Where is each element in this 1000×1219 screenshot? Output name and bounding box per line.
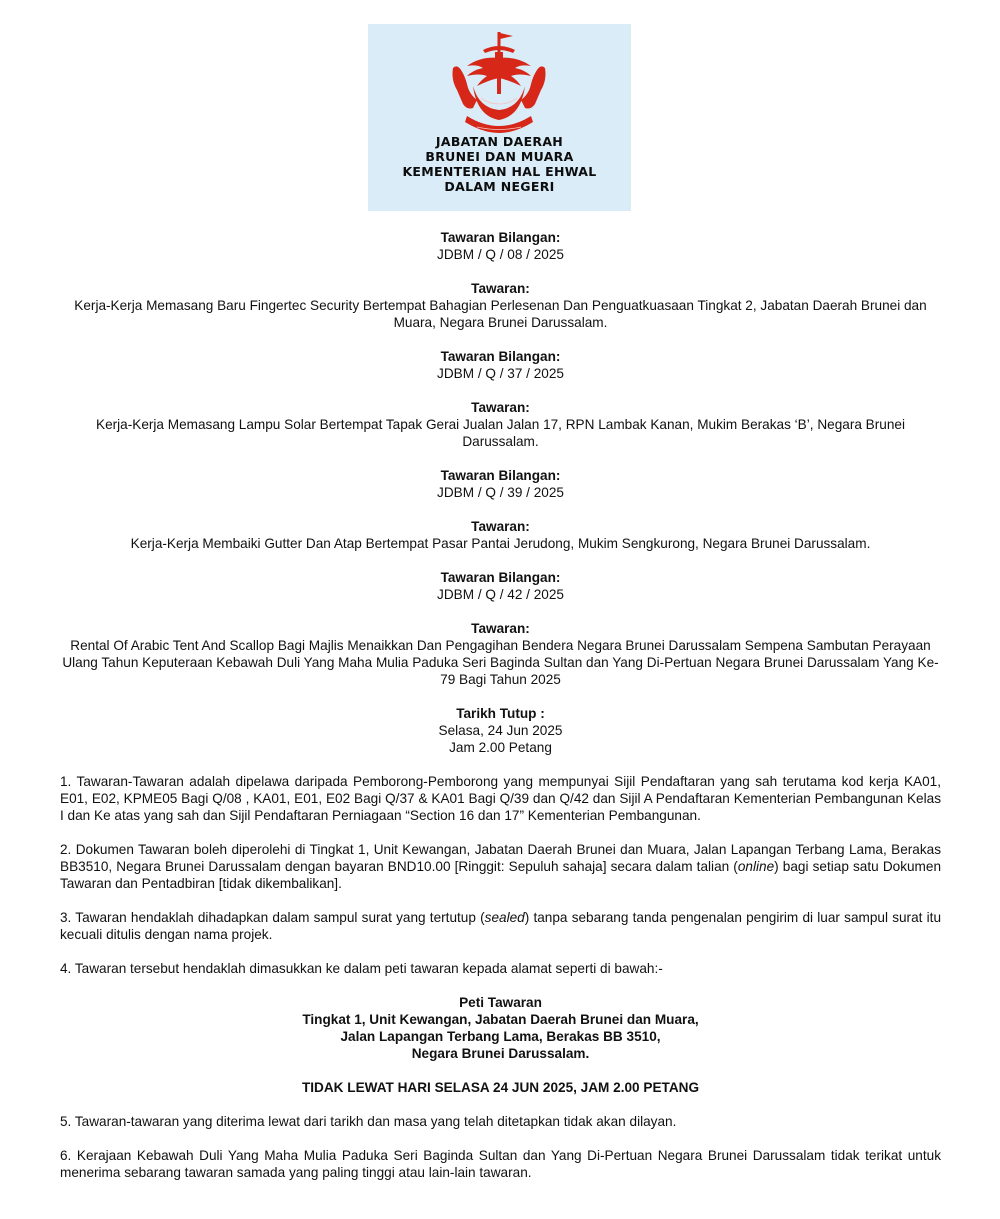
tender-title-block (60, 280, 941, 331)
tender-number: JDBM / Q / 39 / 2025 (437, 485, 564, 500)
tender-title-label: Tawaran: (471, 519, 530, 534)
tender-number: JDBM / Q / 08 / 2025 (437, 247, 564, 262)
tender-number-label: Tawaran Bilangan: (440, 230, 561, 245)
paragraph-text: ) tanpa sebarang tanda pengenalan pengirim di luar sampul surat itu kecuali ditulis dengan nama projek. (60, 910, 941, 942)
brunei-crest-icon (443, 28, 555, 136)
paragraph-documents (60, 841, 941, 892)
tender-notice (60, 229, 941, 1198)
tender-title-block (60, 620, 941, 688)
tender-number-block (60, 348, 941, 382)
tender-title-label: Tawaran: (471, 281, 530, 296)
tender-title: Kerja-Kerja Memasang Baru Fingertec Security Bertempat Bahagian Perlesenan Dan Penguatkuasaan Tingkat 2, Jabatan Daerah Brunei dan Muara, Negara Brunei Darussalam. (74, 298, 927, 330)
tender-number-block (60, 229, 941, 263)
paragraph-tender-box: 4. Tawaran tersebut hendaklah dimasukkan ke dalam peti tawaran kepada alamat seperti di bawah:- (60, 961, 663, 976)
tender-title: Kerja-Kerja Membaiki Gutter Dan Atap Bertempat Pasar Pantai Jerudong, Mukim Sengkurong, Negara Brunei Darussalam. (130, 536, 871, 551)
address-line: Negara Brunei Darussalam. (411, 1046, 590, 1061)
dept-line: BRUNEI DAN MUARA (425, 149, 574, 164)
paragraph-text: 2. Dokumen Tawaran boleh diperolehi di Tingkat 1, Unit Kewangan, Jabatan Daerah Brunei dan Muara, Jalan Lapangan Terbang Lama, Berakas BB3510, Negara Brunei Darussalam dengan bayaran BND10.00 [Ringgit: Sepuluh sahaja] secara dalam talian ( (60, 842, 941, 874)
tender-title: Kerja-Kerja Memasang Lampu Solar Bertempat Tapak Gerai Jualan Jalan 17, RPN Lambak Kanan, Mukim Berakas ‘B’, Negara Brunei Darussalam. (96, 417, 905, 449)
tender-box-address (60, 994, 941, 1062)
paragraph-text: 3. Tawaran hendaklah dihadapkan dalam sampul surat yang tertutup ( (60, 910, 485, 925)
tender-number-label: Tawaran Bilangan: (440, 570, 561, 585)
address-line: Jalan Lapangan Terbang Lama, Berakas BB 3510, (340, 1029, 661, 1044)
address-line: Tingkat 1, Unit Kewangan, Jabatan Daerah Brunei dan Muara, (302, 1012, 699, 1027)
tender-title-label: Tawaran: (471, 400, 530, 415)
address-title: Peti Tawaran (459, 995, 542, 1010)
tender-number-label: Tawaran Bilangan: (440, 349, 561, 364)
tender-number: JDBM / Q / 37 / 2025 (437, 366, 564, 381)
tender-number-block (60, 569, 941, 603)
closing-date: Selasa, 24 Jun 2025 (438, 723, 563, 738)
closing-date-block (60, 705, 941, 756)
dept-line: KEMENTERIAN HAL EHWAL (402, 164, 597, 179)
paragraph-emphasis: sealed (484, 910, 525, 925)
paragraph-late: 5. Tawaran-tawaran yang diterima lewat dari tarikh dan masa yang telah ditetapkan tidak akan dilayan. (60, 1114, 677, 1129)
closing-time: Jam 2.00 Petang (449, 740, 552, 755)
department-header (368, 24, 631, 211)
tender-number-block (60, 467, 941, 501)
closing-date-label: Tarikh Tutup : (456, 706, 545, 721)
paragraph-emphasis: online (737, 859, 775, 874)
tender-title-block (60, 399, 941, 450)
paragraph-submission (60, 909, 941, 943)
dept-line: DALAM NEGERI (444, 179, 555, 194)
dept-line: JABATAN DAERAH (435, 134, 564, 149)
tender-number-label: Tawaran Bilangan: (440, 468, 561, 483)
department-title (368, 134, 631, 194)
deadline-notice: TIDAK LEWAT HARI SELASA 24 JUN 2025, JAM 2.00 PETANG (301, 1080, 700, 1095)
paragraph-eligibility: 1. Tawaran-Tawaran adalah dipelawa daripada Pemborong-Pemborong yang mempunyai Sijil Pendaftaran yang sah terutama kod kerja KA01, E01, E02, KPME05 Bagi Q/08 , KA01, E01, E02 Bagi Q/37 & KA01 Bagi Q/39 dan Q/42 dan Sijil A Pendaftaran Kementerian Pembangunan Kelas I dan Ke atas yang sah dan Sijil Pendaftaran Perniagaan “Section 16 dan 17” Kementerian Pembangunan. (60, 774, 941, 823)
paragraph-government: 6. Kerajaan Kebawah Duli Yang Maha Mulia Paduka Seri Baginda Sultan dan Yang Di-Pertuan Negara Brunei Darussalam tidak terikat untuk menerima sebarang tawaran samada yang paling tinggi atau lain-lain tawaran. (60, 1148, 941, 1180)
paragraph-text: ) bagi setiap satu Dokumen Tawaran dan Pentadbiran [tidak dikembalikan]. (60, 859, 942, 891)
tender-number: JDBM / Q / 42 / 2025 (437, 587, 564, 602)
tender-title: Rental Of Arabic Tent And Scallop Bagi Majlis Menaikkan Dan Pengagihan Bendera Negara Brunei Darussalam Sempena Sambutan Perayaan Ulang Tahun Keputeraan Kebawah Duli Yang Maha Mulia Paduka Seri Baginda Sultan dan Yang Di-Pertuan Negara Brunei Darussalam Yang Ke-79 Bagi Tahun 2025 (62, 638, 939, 687)
tender-title-block (60, 518, 941, 552)
tender-title-label: Tawaran: (471, 621, 530, 636)
